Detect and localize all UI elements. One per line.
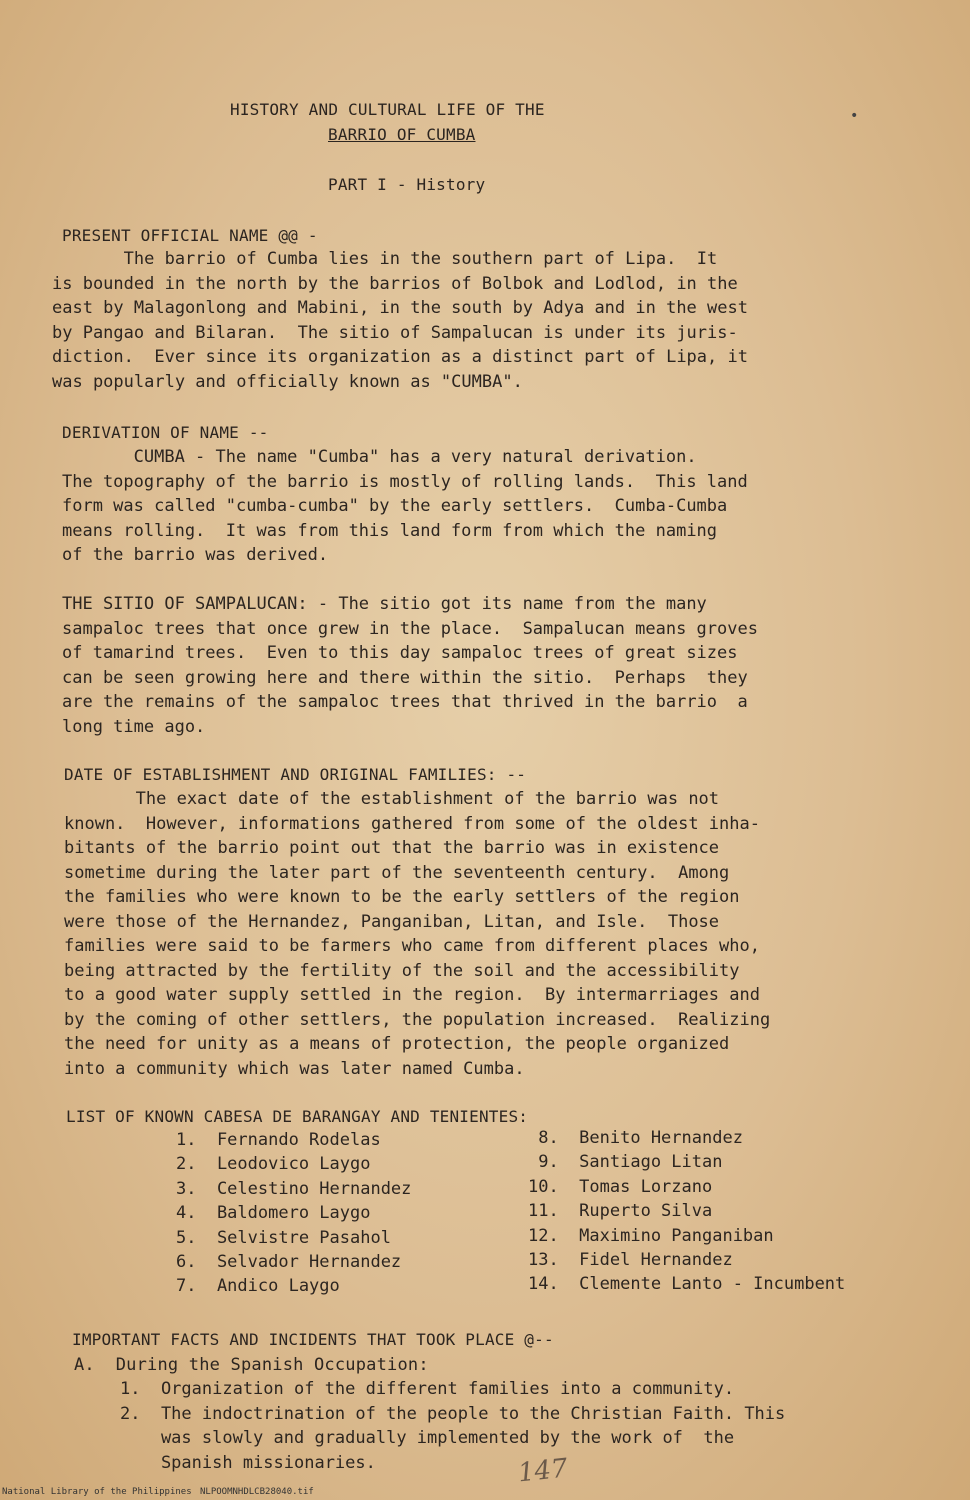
para-line: long time ago.: [62, 716, 206, 737]
para-line: into a community which was later named Cumba.: [64, 1058, 525, 1079]
para-line: diction. Ever since its organization as a distinct part of Lipa, it: [52, 347, 748, 367]
list-item: 11. Ruperto Silva: [528, 1201, 713, 1222]
para-line: The barrio of Cumba lies in the southern part of Lipa. It: [52, 249, 718, 269]
sitio-paragraph: [62, 592, 758, 739]
establishment-heading: DATE OF ESTABLISHMENT AND ORIGINAL FAMILIES: --: [64, 765, 527, 784]
list-item: 1. Organization of the different families into a community.: [120, 1379, 735, 1399]
list-item: 12. Maximino Panganiban: [528, 1225, 774, 1246]
footer-library: National Library of the Philippines: [2, 1487, 192, 1497]
list-item: 3. Celestino Hernandez: [176, 1178, 412, 1199]
para-line: can be seen growing here and there within the sitio. Perhaps they: [62, 667, 748, 688]
official-name-heading: PRESENT OFFICIAL NAME @@ -: [62, 226, 318, 245]
derivation-heading: DERIVATION OF NAME --: [62, 423, 269, 442]
list-item: 6. Selvador Hernandez: [176, 1252, 402, 1273]
part-heading: PART I - History: [328, 175, 486, 194]
list-item: 1. Fernando Rodelas: [176, 1130, 381, 1150]
cabesa-list-right: [528, 1126, 845, 1297]
list-item: 2. The indoctrination of the people to the Christian Faith. This: [120, 1403, 786, 1424]
para-line: families were said to be farmers who came from different places who,: [64, 936, 760, 956]
para-line: the families who were known to be the early settlers of the region: [64, 887, 740, 907]
title-line-1: HISTORY AND CULTURAL LIFE OF THE: [230, 100, 545, 119]
para-line: east by Malagonlong and Mabini, in the south by Adya and in the west: [52, 298, 748, 318]
para-line: The exact date of the establishment of the barrio was not: [64, 789, 720, 809]
list-item: 7. Andico Laygo: [176, 1276, 340, 1297]
official-name-paragraph: [52, 247, 748, 394]
establishment-paragraph: [64, 787, 770, 1081]
list-item: 8. Benito Hernandez: [528, 1128, 743, 1148]
ink-mark: •: [850, 108, 859, 124]
para-line: the need for unity as a means of protection, the people organized: [64, 1034, 730, 1054]
facts-subheading-a: A. During the Spanish Occupation:: [74, 1355, 429, 1375]
handwritten-page-number: 147: [516, 1453, 570, 1489]
list-item: Spanish missionaries.: [120, 1452, 376, 1473]
para-line: sometime during the later part of the seventeenth century. Among: [64, 862, 730, 883]
para-line: bitants of the barrio point out that the barrio was in existence: [64, 838, 720, 858]
footer-filename: NLPOOMNHDLCB28040.tif: [200, 1487, 314, 1497]
cabesa-list-left: [176, 1128, 411, 1299]
para-line: was popularly and officially known as "CUMBA".: [52, 371, 523, 392]
para-line: of the barrio was derived.: [62, 545, 329, 565]
derivation-paragraph: [62, 445, 748, 568]
para-line: form was called "cumba-cumba" by the early settlers. Cumba-Cumba: [62, 496, 728, 516]
para-line: were those of the Hernandez, Panganiban, Litan, and Isle. Those: [64, 911, 720, 932]
list-item: 9. Santiago Litan: [528, 1152, 723, 1173]
list-item: 14. Clemente Lanto - Incumbent: [528, 1274, 846, 1295]
para-line: is bounded in the north by the barrios of Bolbok and Lodlod, in the: [52, 273, 738, 294]
list-item: 2. Leodovico Laygo: [176, 1154, 371, 1175]
para-line: THE SITIO OF SAMPALUCAN: - The sitio got its name from the many: [62, 594, 707, 614]
title-line-2: BARRIO OF CUMBA: [328, 125, 476, 144]
para-line: to a good water supply settled in the region. By intermarriages and: [64, 985, 760, 1005]
list-item: 4. Baldomero Laygo: [176, 1203, 371, 1224]
list-item: was slowly and gradually implemented by the work of the: [120, 1428, 735, 1448]
para-line: known. However, informations gathered from some of the oldest inha-: [64, 813, 760, 834]
list-item: 5. Selvistre Pasahol: [176, 1227, 391, 1248]
facts-heading: IMPORTANT FACTS AND INCIDENTS THAT TOOK PLACE @--: [72, 1330, 554, 1349]
para-line: CUMBA - The name "Cumba" has a very natural derivation.: [62, 447, 697, 467]
list-item: 10. Tomas Lorzano: [528, 1176, 713, 1197]
para-line: being attracted by the fertility of the soil and the accessibility: [64, 960, 740, 981]
para-line: of tamarind trees. Even to this day sampaloc trees of great sizes: [62, 643, 738, 663]
para-line: are the remains of the sampaloc trees that thrived in the barrio a: [62, 692, 748, 712]
para-line: by the coming of other settlers, the population increased. Realizing: [64, 1009, 771, 1030]
para-line: means rolling. It was from this land form from which the naming: [62, 520, 718, 541]
para-line: sampaloc trees that once grew in the place. Sampalucan means groves: [62, 618, 758, 639]
list-item: 13. Fidel Hernandez: [528, 1250, 733, 1271]
para-line: The topography of the barrio is mostly of rolling lands. This land: [62, 471, 748, 492]
facts-list: [120, 1377, 785, 1475]
cabesa-heading: LIST OF KNOWN CABESA DE BARANGAY AND TENIENTES:: [66, 1107, 529, 1126]
para-line: by Pangao and Bilaran. The sitio of Sampalucan is under its juris-: [52, 322, 738, 343]
